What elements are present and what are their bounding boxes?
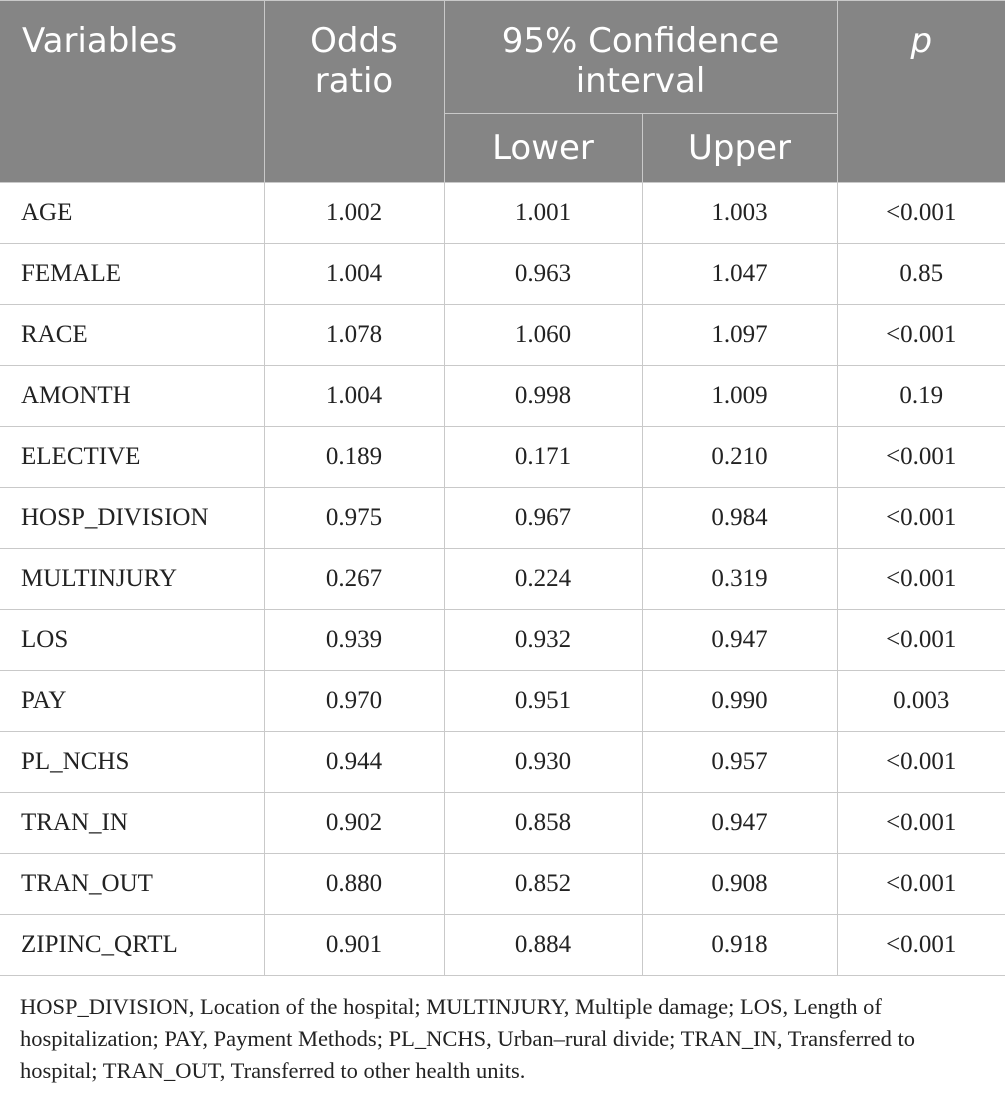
cell-variable: PAY [0,671,264,732]
cell-ci-upper: 0.990 [642,671,837,732]
cell-ci-upper: 0.947 [642,793,837,854]
cell-p-value: <0.001 [837,549,1005,610]
cell-ci-lower: 0.852 [444,854,642,915]
cell-odds-ratio: 0.970 [264,671,444,732]
header-ci-line2: interval [575,61,706,101]
cell-variable: LOS [0,610,264,671]
cell-variable: TRAN_IN [0,793,264,854]
cell-ci-upper: 0.984 [642,488,837,549]
cell-ci-lower: 0.171 [444,427,642,488]
table-row [0,549,1005,610]
cell-ci-upper: 1.009 [642,366,837,427]
cell-p-value: 0.19 [837,366,1005,427]
cell-ci-lower: 1.060 [444,305,642,366]
cell-ci-upper: 1.097 [642,305,837,366]
header-confidence-interval [444,1,837,114]
cell-ci-lower: 0.224 [444,549,642,610]
cell-variable: TRAN_OUT [0,854,264,915]
table-row [0,915,1005,976]
table-body [0,183,1005,976]
cell-odds-ratio: 0.975 [264,488,444,549]
header-lower: Lower [444,114,642,183]
table-row [0,793,1005,854]
cell-ci-lower: 0.884 [444,915,642,976]
cell-p-value: <0.001 [837,488,1005,549]
cell-odds-ratio: 1.002 [264,183,444,244]
cell-ci-upper: 1.003 [642,183,837,244]
cell-odds-ratio: 0.901 [264,915,444,976]
cell-odds-ratio: 0.902 [264,793,444,854]
cell-variable: MULTINJURY [0,549,264,610]
table-row [0,732,1005,793]
cell-ci-upper: 0.918 [642,915,837,976]
cell-ci-lower: 0.967 [444,488,642,549]
cell-ci-lower: 0.998 [444,366,642,427]
cell-odds-ratio: 0.189 [264,427,444,488]
cell-variable: ZIPINC_QRTL [0,915,264,976]
table-row [0,244,1005,305]
cell-odds-ratio: 1.078 [264,305,444,366]
table-row [0,488,1005,549]
table-row [0,427,1005,488]
cell-p-value: <0.001 [837,732,1005,793]
cell-variable: AMONTH [0,366,264,427]
cell-ci-upper: 0.908 [642,854,837,915]
cell-variable: RACE [0,305,264,366]
cell-ci-lower: 0.930 [444,732,642,793]
header-ci-line1: 95% Confidence [501,21,780,61]
cell-p-value: <0.001 [837,183,1005,244]
header-p-value: p [837,1,1005,183]
cell-odds-ratio: 0.267 [264,549,444,610]
cell-p-value: <0.001 [837,793,1005,854]
cell-odds-ratio: 0.944 [264,732,444,793]
header-variables: Variables [0,1,264,183]
cell-odds-ratio: 1.004 [264,366,444,427]
cell-ci-lower: 0.963 [444,244,642,305]
header-row-top [0,1,1005,114]
cell-ci-lower: 0.858 [444,793,642,854]
table-row [0,183,1005,244]
cell-variable: ELECTIVE [0,427,264,488]
cell-p-value: <0.001 [837,305,1005,366]
cell-ci-upper: 0.319 [642,549,837,610]
header-odds-ratio-line2: ratio [314,61,394,101]
table-row [0,671,1005,732]
cell-ci-lower: 0.951 [444,671,642,732]
table-row [0,305,1005,366]
cell-p-value: <0.001 [837,610,1005,671]
cell-ci-upper: 1.047 [642,244,837,305]
cell-p-value: <0.001 [837,854,1005,915]
cell-odds-ratio: 0.880 [264,854,444,915]
cell-p-value: <0.001 [837,427,1005,488]
cell-p-value: 0.85 [837,244,1005,305]
table-header [0,1,1005,183]
cell-odds-ratio: 1.004 [264,244,444,305]
cell-p-value: 0.003 [837,671,1005,732]
table-row [0,366,1005,427]
cell-ci-upper: 0.957 [642,732,837,793]
header-odds-ratio [264,1,444,183]
table-row [0,610,1005,671]
header-upper: Upper [642,114,837,183]
header-odds-ratio-line1: Odds [310,21,398,61]
cell-variable: AGE [0,183,264,244]
cell-ci-lower: 1.001 [444,183,642,244]
cell-variable: FEMALE [0,244,264,305]
table-footnote: HOSP_DIVISION, Location of the hospital; MULTINJURY, Multiple damage; LOS, Length of hospitalization; PAY, Payment Methods; PL_NCHS, Urban–rural divide; TRAN_IN, Transferred to hospital; TRAN_OUT, Transferred to other health units. [20,994,915,1083]
cell-variable: PL_NCHS [0,732,264,793]
cell-variable: HOSP_DIVISION [0,488,264,549]
table-row [0,854,1005,915]
cell-ci-upper: 0.210 [642,427,837,488]
cell-p-value: <0.001 [837,915,1005,976]
cell-odds-ratio: 0.939 [264,610,444,671]
cell-ci-upper: 0.947 [642,610,837,671]
cell-ci-lower: 0.932 [444,610,642,671]
